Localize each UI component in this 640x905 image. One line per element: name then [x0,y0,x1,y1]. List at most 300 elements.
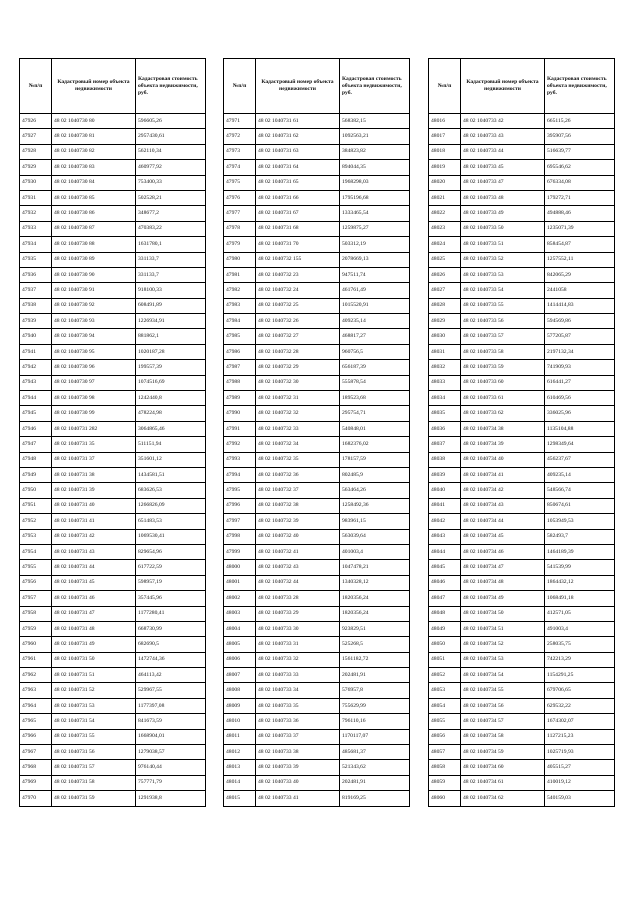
table-row [20,252,206,267]
row-number: 48013 [224,760,256,775]
cadastral-number: 48 02 1040730 90 [52,267,136,282]
row-number: 47960 [20,637,52,652]
cadastral-value: 894044,35 [340,160,410,175]
cadastral-value: 1266826,09 [136,498,206,513]
table-row [429,144,615,159]
table-row [224,483,410,498]
cadastral-number: 48 02 1040731 55 [52,729,136,744]
cadastral-value: 1340328,12 [340,575,410,590]
cadastral-number: 48 02 1040732 23 [256,267,340,282]
cadastral-number: 48 02 1040730 92 [52,298,136,313]
table-row [20,190,206,205]
cadastral-value: 1170117,07 [340,729,410,744]
cadastral-value: 491003,4 [545,621,615,636]
row-number: 48047 [429,591,461,606]
row-number: 47995 [224,483,256,498]
cadastral-number: 48 02 1040731 47 [52,606,136,621]
table-row [429,698,615,713]
table-row [224,391,410,406]
cadastral-value: 555878,54 [340,375,410,390]
cadastral-value: 2197132,34 [545,344,615,359]
cadastral-value: 617722,59 [136,560,206,575]
cadastral-number: 48 02 1040730 86 [52,206,136,221]
header-value: Кадастровая стоимость объекта недвижимости, руб. [340,59,410,114]
table-row [429,621,615,636]
row-number: 47973 [224,144,256,159]
cadastral-number: 48 02 1040731 48 [52,621,136,636]
table-row [429,775,615,790]
cadastral-number: 48 02 1040732 27 [256,329,340,344]
table-row [224,791,410,806]
table-row [20,160,206,175]
header-value: Кадастровая стоимость объекта недвижимости, руб. [136,59,206,114]
table-body [224,114,410,807]
cadastral-value: 412571,05 [545,606,615,621]
table-row [224,452,410,467]
row-number: 47952 [20,514,52,529]
table-row [20,375,206,390]
cadastral-value: 1242440,8 [136,391,206,406]
cadastral-number: 48 02 1040731 40 [52,498,136,513]
cadastral-number: 48 02 1040731 42 [52,529,136,544]
cadastral-value: 1020187,28 [136,344,206,359]
row-number: 48022 [429,206,461,221]
cadastral-value: 1561182,72 [340,652,410,667]
cadastral-value: 1298349,64 [545,437,615,452]
table-row [224,160,410,175]
cadastral-value: 695546,62 [545,160,615,175]
row-number: 47954 [20,544,52,559]
cadastral-number: 48 02 1040734 57 [461,714,545,729]
cadastral-value: 651483,53 [136,514,206,529]
cadastral-value: 923829,51 [340,621,410,636]
row-number: 47972 [224,129,256,144]
table-row [429,252,615,267]
row-number: 47929 [20,160,52,175]
row-number: 47982 [224,283,256,298]
cadastral-number: 48 02 1040733 34 [256,683,340,698]
row-number: 47945 [20,406,52,421]
cadastral-value: 409235,14 [340,314,410,329]
table-header-row [20,59,206,114]
cadastral-number: 48 02 1040731 51 [52,668,136,683]
row-number: 47948 [20,452,52,467]
table-row [429,206,615,221]
cadastral-number: 48 02 1040733 44 [461,144,545,159]
cadastral-value: 983961,15 [340,514,410,529]
cadastral-value: 409235,14 [545,467,615,482]
table-row [429,283,615,298]
row-number: 47932 [20,206,52,221]
cadastral-value: 829654,96 [136,544,206,559]
row-number: 48000 [224,560,256,575]
cadastral-number: 48 02 1040734 60 [461,760,545,775]
cadastral-value: 2078669,13 [340,252,410,267]
cadastral-value: 683626,53 [136,483,206,498]
row-number: 47992 [224,437,256,452]
table-row [429,421,615,436]
table-row [224,760,410,775]
cadastral-number: 48 02 1040734 52 [461,637,545,652]
table-row [429,329,615,344]
header-num: №п/п [20,59,52,114]
cadastral-value: 1631780,1 [136,237,206,252]
cadastral-number: 48 02 1040732 24 [256,283,340,298]
cadastral-value: 1864432,12 [545,575,615,590]
row-number: 47991 [224,421,256,436]
table-row [20,668,206,683]
table-row [429,668,615,683]
row-number: 48042 [429,514,461,529]
cadastral-value: 525268,5 [340,637,410,652]
cadastral-number: 48 02 1040733 52 [461,252,545,267]
row-number: 47970 [20,791,52,806]
row-number: 48041 [429,498,461,513]
row-number: 47956 [20,575,52,590]
row-number: 48006 [224,652,256,667]
row-number: 47968 [20,760,52,775]
cadastral-number: 48 02 1040734 47 [461,560,545,575]
table-row [429,514,615,529]
cadastral-number: 48 02 1040732 155 [256,252,340,267]
cadastral-number: 48 02 1040731 35 [52,437,136,452]
cadastral-value: 202481,91 [340,775,410,790]
table-row [429,575,615,590]
row-number: 47975 [224,175,256,190]
cadastral-number: 48 02 1040733 37 [256,729,340,744]
row-number: 48007 [224,668,256,683]
row-number: 47999 [224,544,256,559]
row-number: 47985 [224,329,256,344]
table-row [224,375,410,390]
cadastral-value: 2441058 [545,283,615,298]
cadastral-number: 48 02 1040734 58 [461,729,545,744]
cadastral-number: 48 02 1040734 56 [461,698,545,713]
table-row [429,160,615,175]
cadastral-number: 48 02 1040732 25 [256,298,340,313]
cadastral-value: 521343,62 [340,760,410,775]
cadastral-number: 48 02 1040733 56 [461,314,545,329]
row-number: 48009 [224,698,256,713]
cadastral-value: 401003,4 [340,544,410,559]
cadastral-value: 656187,39 [340,360,410,375]
row-number: 47928 [20,144,52,159]
table-row [429,375,615,390]
cadastral-number: 48 02 1040734 53 [461,652,545,667]
table-row [20,498,206,513]
row-number: 48055 [429,714,461,729]
header-cadastral: Кадастровый номер объекта недвижимости [461,59,545,114]
cadastral-value: 960756,5 [340,344,410,359]
cadastral-number: 48 02 1040731 50 [52,652,136,667]
table-row [224,575,410,590]
row-number: 48052 [429,668,461,683]
cadastral-number: 48 02 1040730 93 [52,314,136,329]
row-number: 47997 [224,514,256,529]
cadastral-value: 548566,74 [545,483,615,498]
table-row [20,745,206,760]
row-number: 48023 [429,221,461,236]
cadastral-value: 596605,26 [136,114,206,129]
cadastral-number: 48 02 1040733 40 [256,775,340,790]
row-number: 47934 [20,237,52,252]
table-row [224,129,410,144]
table-row [20,714,206,729]
row-number: 48050 [429,637,461,652]
table-row [20,144,206,159]
table-row [20,437,206,452]
row-number: 47990 [224,406,256,421]
cadastral-value: 629532,22 [545,698,615,713]
cadastral-number: 48 02 1040733 35 [256,698,340,713]
row-number: 47933 [20,221,52,236]
row-number: 47977 [224,206,256,221]
cadastral-number: 48 02 1040733 47 [461,175,545,190]
cadastral-number: 48 02 1040731 53 [52,698,136,713]
cadastral-value: 2957430,61 [136,129,206,144]
row-number: 48021 [429,190,461,205]
cadastral-value: 841673,59 [136,714,206,729]
cadastral-number: 48 02 1040734 62 [461,791,545,806]
table-row [429,344,615,359]
table-row [429,560,615,575]
cadastral-number: 48 02 1040733 33 [256,668,340,683]
cadastral-value: 1068491,18 [545,591,615,606]
cadastral-value: 668730,99 [136,621,206,636]
cadastral-value: 395907,56 [545,129,615,144]
cadastral-number: 48 02 1040734 51 [461,621,545,636]
row-number: 48031 [429,344,461,359]
cadastral-value: 464113,42 [136,668,206,683]
table-row [429,745,615,760]
table-row [224,698,410,713]
cadastral-number: 48 02 1040731 54 [52,714,136,729]
cadastral-number: 48 02 1040734 55 [461,683,545,698]
table-row [224,621,410,636]
cadastral-number: 48 02 1040732 40 [256,529,340,544]
cadastral-number: 48 02 1040734 43 [461,498,545,513]
cadastral-number: 48 02 1040733 48 [461,190,545,205]
cadastral-number: 48 02 1040731 70 [256,237,340,252]
table-row [20,791,206,806]
cadastral-number: 48 02 1040733 31 [256,637,340,652]
row-number: 47953 [20,529,52,544]
row-number: 48005 [224,637,256,652]
cadastral-number: 48 02 1040731 37 [52,452,136,467]
table-row [20,221,206,236]
row-number: 48059 [429,775,461,790]
table-row [224,652,410,667]
row-number: 47978 [224,221,256,236]
row-number: 48034 [429,391,461,406]
table-row [20,114,206,129]
cadastral-value: 189523,68 [340,391,410,406]
cadastral-value: 616441,27 [545,375,615,390]
cadastral-table-2 [223,58,410,807]
cadastral-number: 48 02 1040733 43 [461,129,545,144]
cadastral-number: 48 02 1040733 39 [256,760,340,775]
header-num: №п/п [429,59,461,114]
cadastral-value: 755629,99 [340,698,410,713]
table-row [224,237,410,252]
cadastral-table-1 [19,58,206,807]
table-row [224,529,410,544]
cadastral-number: 48 02 1040732 28 [256,344,340,359]
cadastral-value: 1092563,21 [340,129,410,144]
row-number: 47963 [20,683,52,698]
row-number: 48049 [429,621,461,636]
cadastral-number: 48 02 1040732 31 [256,391,340,406]
row-number: 47993 [224,452,256,467]
cadastral-number: 48 02 1040730 89 [52,252,136,267]
table-row [429,406,615,421]
cadastral-number: 48 02 1040732 44 [256,575,340,590]
cadastral-value: 741909,93 [545,360,615,375]
cadastral-number: 48 02 1040733 28 [256,591,340,606]
table-row [224,745,410,760]
cadastral-number: 48 02 1040731 46 [52,591,136,606]
cadastral-value: 582493,7 [545,529,615,544]
row-number: 47931 [20,190,52,205]
table-row [224,421,410,436]
cadastral-number: 48 02 1040730 84 [52,175,136,190]
row-number: 48030 [429,329,461,344]
row-number: 48058 [429,760,461,775]
cadastral-number: 48 02 1040734 42 [461,483,545,498]
table-row [224,714,410,729]
cadastral-number: 48 02 1040734 61 [461,775,545,790]
table-row [224,467,410,482]
table-row [224,175,410,190]
table-row [224,314,410,329]
row-number: 47959 [20,621,52,636]
cadastral-value: 918100,33 [136,283,206,298]
cadastral-number: 48 02 1040732 37 [256,483,340,498]
row-number: 47938 [20,298,52,313]
cadastral-value: 796110,16 [340,714,410,729]
table-row [224,283,410,298]
row-number: 48020 [429,175,461,190]
cadastral-value: 540848,01 [340,421,410,436]
table-row [224,190,410,205]
table-header-row [429,59,615,114]
cadastral-value: 199557,39 [136,360,206,375]
cadastral-value: 753400,33 [136,175,206,190]
table-row [20,406,206,421]
cadastral-value: 1795196,68 [340,190,410,205]
cadastral-number: 48 02 1040730 97 [52,375,136,390]
cadastral-value: 1127215,23 [545,729,615,744]
table-row [20,344,206,359]
cadastral-value: 485681,37 [340,745,410,760]
cadastral-value: 179272,71 [545,190,615,205]
cadastral-number: 48 02 1040733 41 [256,791,340,806]
cadastral-value: 1414414,83 [545,298,615,313]
row-number: 48046 [429,575,461,590]
cadastral-value: 598957,19 [136,575,206,590]
table-row [20,314,206,329]
table-row [224,437,410,452]
table-row [429,190,615,205]
row-number: 47984 [224,314,256,329]
cadastral-value: 563039,64 [340,529,410,544]
cadastral-value: 511151,94 [136,437,206,452]
table-row [429,714,615,729]
cadastral-number: 48 02 1040734 41 [461,467,545,482]
cadastral-number: 48 02 1040730 98 [52,391,136,406]
row-number: 47981 [224,267,256,282]
cadastral-number: 48 02 1040733 58 [461,344,545,359]
row-number: 48025 [429,252,461,267]
table-row [20,483,206,498]
cadastral-value: 202481,91 [340,668,410,683]
table-row [20,206,206,221]
table-row [224,344,410,359]
cadastral-value: 1464189,39 [545,544,615,559]
row-number: 48038 [429,452,461,467]
cadastral-value: 540159,03 [545,791,615,806]
table-row [20,360,206,375]
cadastral-value: 258035,75 [545,637,615,652]
cadastral-number: 48 02 1040732 38 [256,498,340,513]
row-number: 47943 [20,375,52,390]
table-row [224,498,410,513]
cadastral-value: 3064865,46 [136,421,206,436]
cadastral-value: 682690,5 [136,637,206,652]
table-row [20,237,206,252]
row-number: 48008 [224,683,256,698]
cadastral-value: 742213,29 [545,652,615,667]
cadastral-number: 48 02 1040731 41 [52,514,136,529]
table-row [20,560,206,575]
row-number: 47942 [20,360,52,375]
row-number: 48012 [224,745,256,760]
cadastral-value: 348677,2 [136,206,206,221]
table-row [224,591,410,606]
cadastral-value: 576957,8 [340,683,410,698]
cadastral-value: 676334,08 [545,175,615,190]
table-row [20,760,206,775]
row-number: 48060 [429,791,461,806]
table-row [429,360,615,375]
row-number: 47998 [224,529,256,544]
cadastral-number: 48 02 1040731 58 [52,775,136,790]
cadastral-value: 1177280,41 [136,606,206,621]
row-number: 47994 [224,467,256,482]
table-row [20,329,206,344]
cadastral-value: 478224,98 [136,406,206,421]
table-row [429,298,615,313]
row-number: 48035 [429,406,461,421]
row-number: 48056 [429,729,461,744]
cadastral-value: 331133,7 [136,267,206,282]
row-number: 47939 [20,314,52,329]
table-row [429,467,615,482]
cadastral-number: 48 02 1040734 45 [461,529,545,544]
cadastral-value: 1333465,54 [340,206,410,221]
table-row [224,360,410,375]
table-row [224,406,410,421]
table-row [20,652,206,667]
table-row [429,452,615,467]
table-row [429,114,615,129]
cadastral-number: 48 02 1040730 85 [52,190,136,205]
row-number: 48044 [429,544,461,559]
cadastral-value: 1434581,51 [136,467,206,482]
cadastral-number: 48 02 1040730 80 [52,114,136,129]
cadastral-number: 48 02 1040733 38 [256,745,340,760]
row-number: 47958 [20,606,52,621]
